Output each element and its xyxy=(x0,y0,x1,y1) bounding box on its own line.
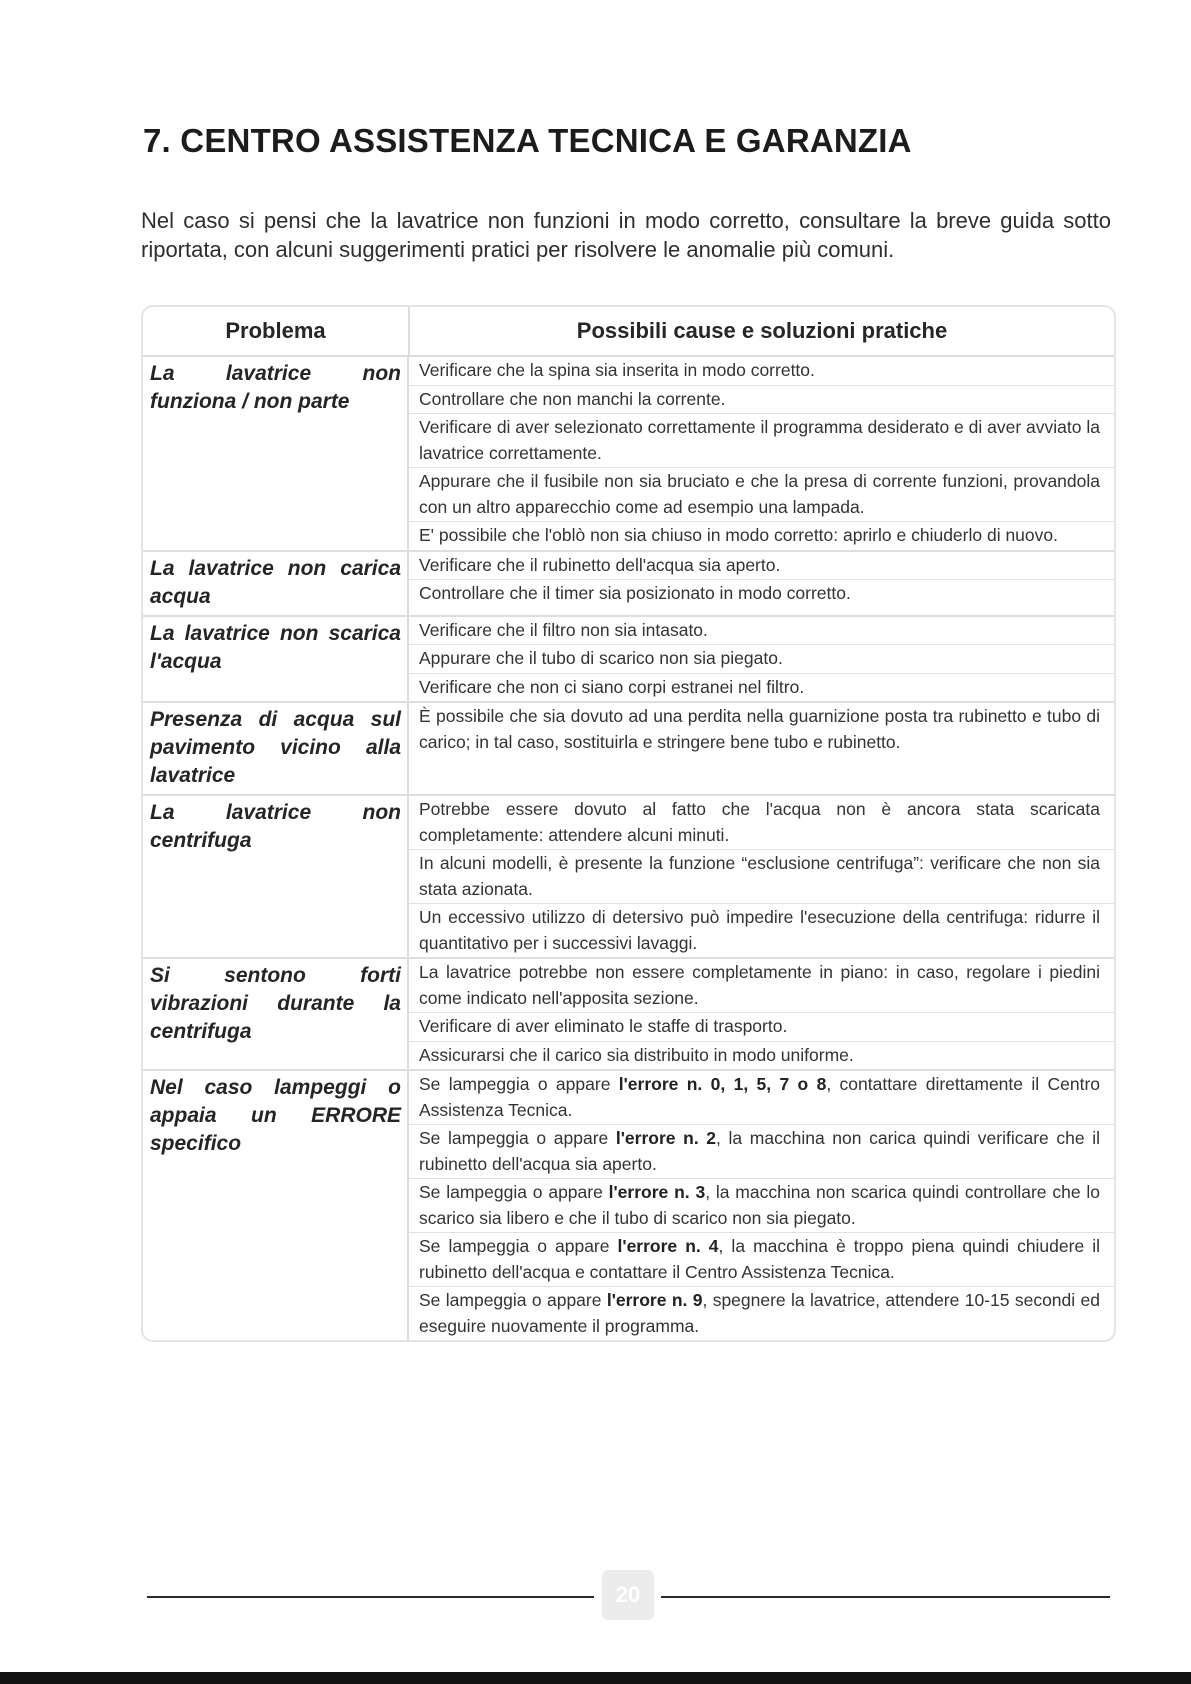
solution-text: Se lampeggia o appare xyxy=(419,1074,619,1094)
error-code: l'errore n. 4 xyxy=(617,1236,719,1256)
table-header xyxy=(143,307,1114,357)
solutions-cell xyxy=(409,357,1114,550)
solution-item: Un eccessivo utilizzo di detersivo può impedire l'esecuzione della centrifuga: ridurre il quantitativo per i successivi lavaggi. xyxy=(419,907,1100,953)
solution-item: Potrebbe essere dovuto al fatto che l'acqua non è ancora stata scaricata completamente: attendere alcuni minuti. xyxy=(409,796,1114,850)
problem-cell: La lavatrice non funziona / non parte xyxy=(143,357,409,550)
footer-rule-left xyxy=(147,1596,594,1598)
solution-text: , la macchina non scarica quindi controllare che lo scarico sia libero e che il tubo di scarico non sia piegato. xyxy=(419,1182,1100,1228)
solution-text: Se lampeggia o appare xyxy=(419,1128,616,1148)
scan-edge-bar xyxy=(0,1672,1191,1684)
error-code: l'errore n. 9 xyxy=(606,1290,703,1310)
problem-cell: Nel caso lampeggi o appaia un ERRORE specifico xyxy=(143,1071,409,1340)
solutions-cell xyxy=(409,1071,1114,1340)
error-solution-item xyxy=(409,1071,1114,1125)
solution-item: Verificare che non ci siano corpi estranei nel filtro. xyxy=(419,676,805,697)
solution-item: Assicurarsi che il carico sia distribuito in modo uniforme. xyxy=(419,1044,854,1065)
error-solution-item xyxy=(409,1179,1114,1233)
problem-cell: Presenza di acqua sul pavimento vicino alla lavatrice xyxy=(143,703,409,794)
error-solution-item xyxy=(409,1233,1114,1287)
solution-item: La lavatrice potrebbe non essere completamente in piano: in caso, regolare i piedini come indicato nell'apposita sezione. xyxy=(409,959,1114,1013)
solution-item: In alcuni modelli, è presente la funzione “esclusione centrifuga”: verificare che non sia stata azionata. xyxy=(409,850,1114,904)
problem-cell: La lavatrice non scarica l'acqua xyxy=(143,617,409,702)
solution-item: Verificare di aver eliminato le staffe di trasporto. xyxy=(409,1013,1114,1042)
footer-rule-right xyxy=(661,1596,1110,1598)
solutions-cell xyxy=(409,796,1114,957)
solution-item: Verificare che il filtro non sia intasato. xyxy=(409,617,1114,646)
header-solutions: Possibili cause e soluzioni pratiche xyxy=(576,318,948,343)
table-row xyxy=(143,552,1114,617)
header-problem: Problema xyxy=(143,307,410,355)
solution-item: Appurare che il fusibile non sia bruciato e che la presa di corrente funzioni, provandola con un altro apparecchio come ad esempio una lampada. xyxy=(409,468,1114,522)
intro-paragraph: Nel caso si pensi che la lavatrice non funzioni in modo corretto, consultare la breve guida sotto riportata, con alcuni suggerimenti pratici per risolvere le anomalie più comuni. xyxy=(141,208,1111,262)
error-code: l'errore n. 0, 1, 5, 7 o 8 xyxy=(618,1074,827,1094)
solution-text: , contattare direttamente il Centro Assistenza Tecnica. xyxy=(419,1074,1101,1120)
table-row xyxy=(143,796,1114,959)
solution-item: Verificare che il rubinetto dell'acqua sia aperto. xyxy=(409,552,1114,581)
problem-cell: La lavatrice non carica acqua xyxy=(143,552,409,615)
problem-cell: Si sentono forti vibrazioni durante la centrifuga xyxy=(143,959,409,1069)
page-title: 7. CENTRO ASSISTENZA TECNICA E GARANZIA xyxy=(143,122,912,159)
error-solution-item xyxy=(409,1125,1114,1179)
solution-text: Se lampeggia o appare xyxy=(419,1236,618,1256)
solutions-cell xyxy=(409,617,1114,702)
solution-text: , la macchina è troppo piena quindi chiudere il rubinetto dell'acqua e contattare il Centro Assistenza Tecnica. xyxy=(419,1236,1101,1282)
solution-text: Se lampeggia o appare xyxy=(419,1290,607,1310)
solution-text: Se lampeggia o appare xyxy=(419,1182,609,1202)
table-row xyxy=(143,357,1114,552)
solutions-cell xyxy=(409,959,1114,1069)
solutions-cell xyxy=(409,703,1114,794)
solution-item: Appurare che il tubo di scarico non sia piegato. xyxy=(409,645,1114,674)
troubleshooting-table xyxy=(141,305,1116,1342)
table-row xyxy=(143,617,1114,704)
problem-cell: La lavatrice non centrifuga xyxy=(143,796,409,957)
solution-item: Controllare che non manchi la corrente. xyxy=(409,386,1114,415)
error-code: l'errore n. 3 xyxy=(608,1182,706,1202)
solution-item: Controllare che il timer sia posizionato in modo corretto. xyxy=(419,583,851,603)
solution-text: , la macchina non carica quindi verificare che il rubinetto dell'acqua sia aperto. xyxy=(419,1128,1101,1174)
solution-item: E' possibile che l'oblò non sia chiuso in modo corretto: aprirlo e chiuderlo di nuovo. xyxy=(419,525,1058,545)
solution-item: Verificare di aver selezionato correttamente il programma desiderato e di aver avviato la lavatrice correttamente. xyxy=(409,414,1114,468)
error-code: l'errore n. 2 xyxy=(615,1128,717,1148)
table-row xyxy=(143,703,1114,796)
table-row xyxy=(143,1071,1114,1340)
table-row xyxy=(143,959,1114,1071)
solution-item: È possibile che sia dovuto ad una perdita nella guarnizione posta tra rubinetto e tubo di carico; in tal caso, sostituirla e stringere bene tubo e rubinetto. xyxy=(419,706,1100,752)
error-solution-item xyxy=(409,1287,1114,1340)
page-number: 20 xyxy=(602,1570,654,1620)
solution-text: , spegnere la lavatrice, attendere 10-15 secondi ed eseguire nuovamente il programma. xyxy=(419,1290,1100,1336)
solutions-cell xyxy=(409,552,1114,615)
solution-item: Verificare che la spina sia inserita in modo corretto. xyxy=(409,357,1114,386)
